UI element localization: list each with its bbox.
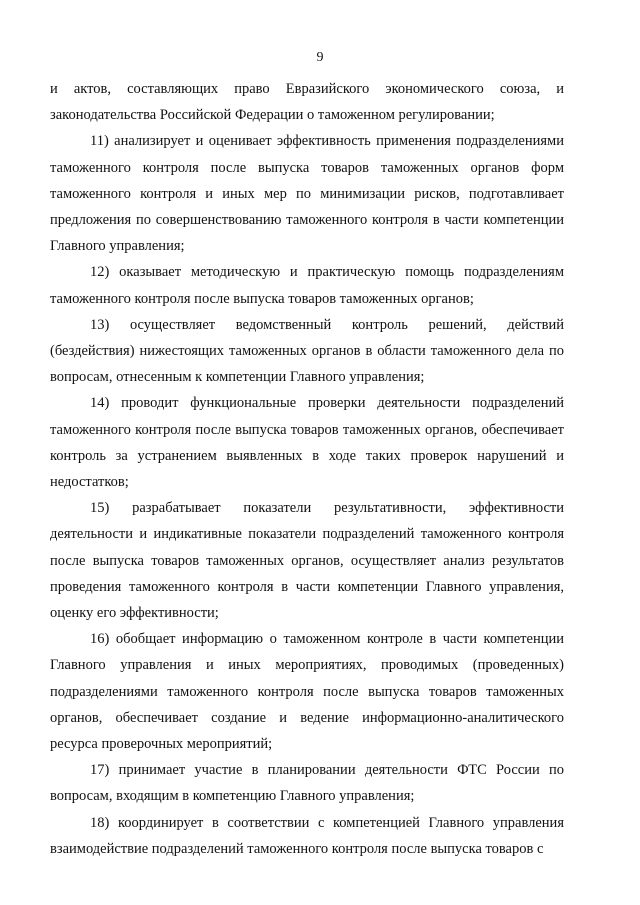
- paragraph-item-11: 11) анализирует и оценивает эффективность применения подразделениями таможенного контроля после выпуска товаров таможенных органов форм таможенного контроля и иных мер по минимизации рисков, подготавливает предложения по совершенствованию таможенного контроля в части компетенции Главного управления;: [50, 133, 564, 255]
- document-body: [50, 76, 564, 862]
- paragraph-continuation: и актов, составляющих право Евразийского экономического союза, и законодательства Российской Федерации о таможенном регулировании;: [50, 81, 564, 124]
- paragraph-item-16: 16) обобщает информацию о таможенном контроле в части компетенции Главного управления и иных мероприятиях, проводимых (проведенных) подразделениями таможенного контроля после выпуска товаров таможенных органов, обеспечивает создание и ведение информационно-аналитического ресурса проверочных мероприятий;: [50, 631, 564, 753]
- paragraph-item-15: 15) разрабатывает показатели результативности, эффективности деятельности и индикативные показатели подразделений таможенного контроля после выпуска товаров таможенных органов, осуществляет анализ результатов проведения таможенного контроля в части компетенции Главного управления, оценку его эффективности;: [50, 500, 564, 622]
- paragraph-item-13: 13) осуществляет ведомственный контроль решений, действий (бездействия) нижестоящих таможенных органов в области таможенного дела по вопросам, отнесенным к компетенции Главного управления;: [50, 316, 564, 386]
- paragraph-item-18: 18) координирует в соответствии с компетенцией Главного управления взаимодействие подразделений таможенного контроля после выпуска товаров с: [50, 814, 564, 857]
- paragraph-item-12: 12) оказывает методическую и практическую помощь подразделениям таможенного контроля после выпуска товаров таможенных органов;: [50, 264, 564, 307]
- paragraph-item-17: 17) принимает участие в планировании деятельности ФТС России по вопросам, входящим в компетенцию Главного управления;: [50, 762, 564, 805]
- paragraph-item-14: 14) проводит функциональные проверки деятельности подразделений таможенного контроля после выпуска товаров таможенных органов, обеспечивает контроль за устранением выявленных в ходе таких проверок нарушений и недостатков;: [50, 395, 564, 491]
- page-number: 9: [316, 50, 324, 65]
